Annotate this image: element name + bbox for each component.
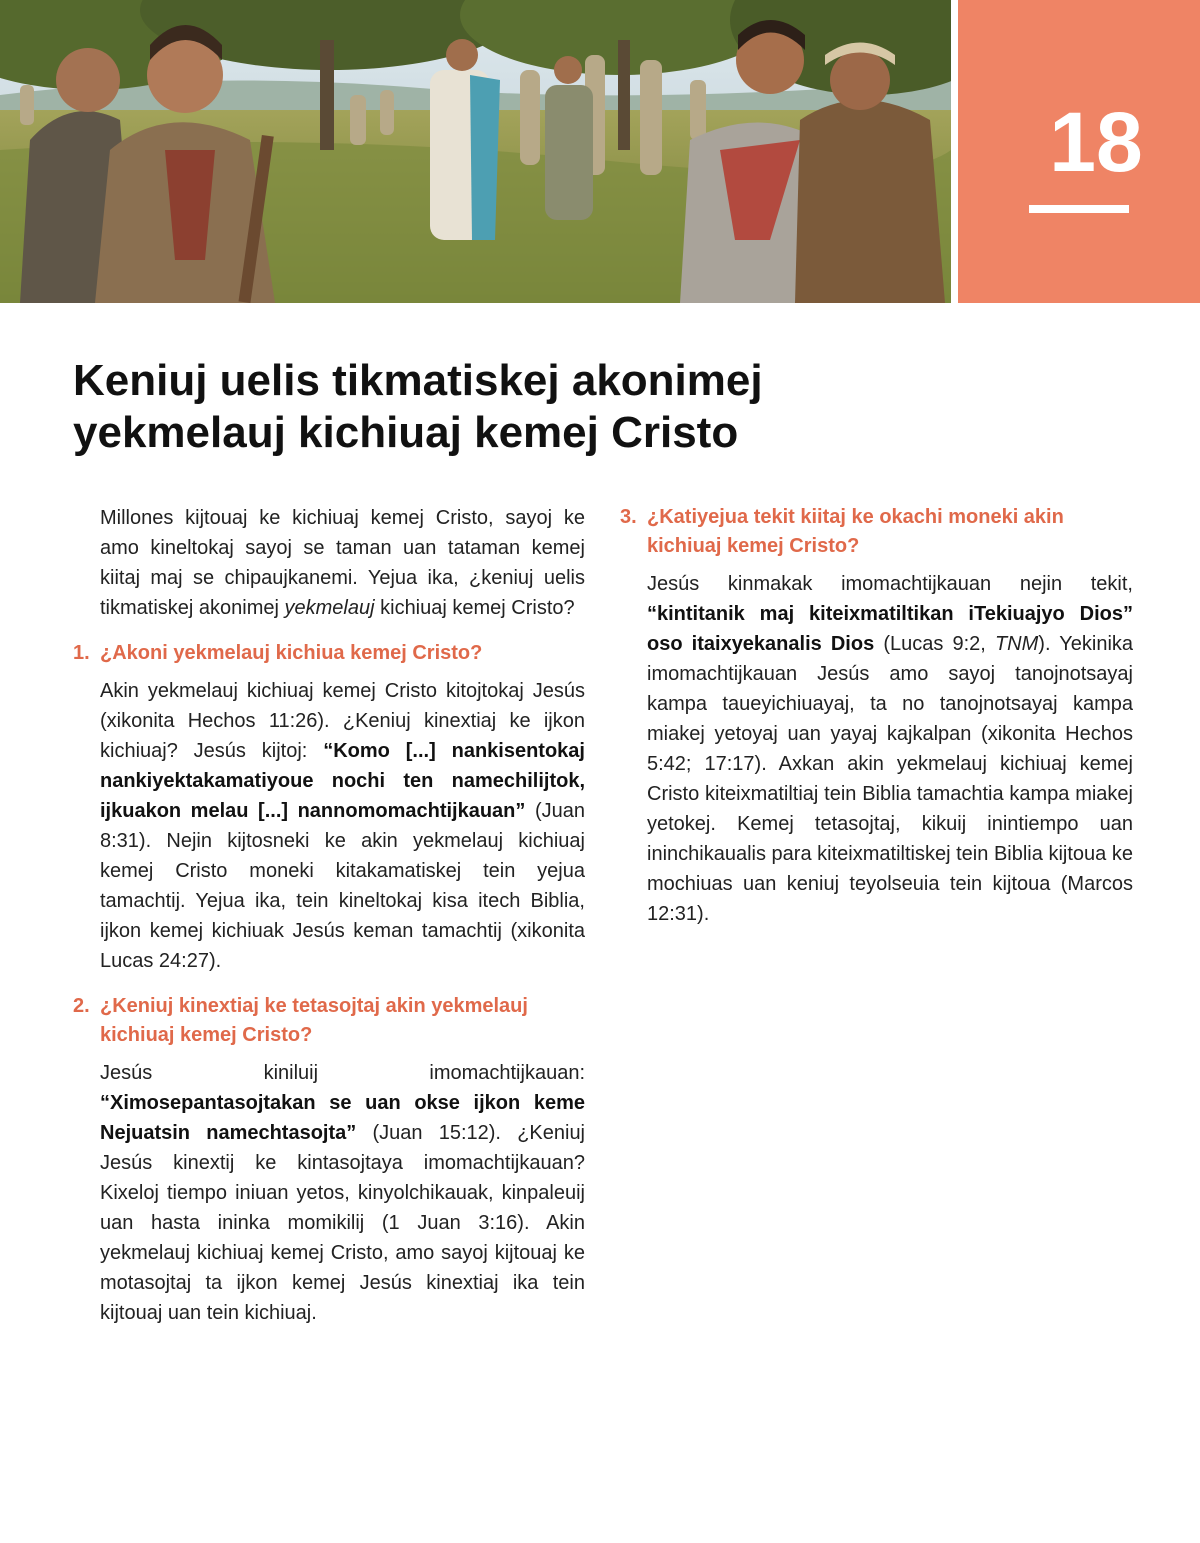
hero-illustration (0, 0, 951, 303)
section-2-question: ¿Keniuj kinextiaj ke tetasojtaj akin yekmelauj kichiuaj kemej Cristo? (100, 995, 528, 1046)
page-title-line-1: Keniuj uelis tikmatiskej akonimej (73, 356, 763, 405)
section-2-paragraph (100, 1058, 585, 1328)
scene-illustration-icon (0, 0, 951, 303)
lesson-number-underline (1029, 205, 1129, 213)
intro-italic-word: yekmelauj (284, 597, 375, 619)
section-2-text: Jesús kiniluij imomachtijkauan: (100, 1062, 585, 1084)
section-3-text-ref: (Lucas 9:2, (874, 633, 995, 655)
right-column (620, 503, 1133, 945)
section-2-number: 2. (73, 995, 90, 1017)
section-3-paragraph (647, 569, 1133, 929)
section-3-text: Jesús kinmakak imomachtijkauan nejin tekit, (647, 573, 1133, 595)
intro-paragraph (100, 503, 585, 623)
section-3-number: 3. (620, 506, 637, 528)
lesson-number: 18 (1049, 95, 1143, 189)
section-1-text-end: (Juan 8:31). Nejin kijtosneki ke akin yekmelauj kichiuaj kemej Cristo moneki kitakamatiskej tein yejua tamachtij. Yejua ika, tein kineltokaj kisa itech Biblia, ijkon kemej kichiuak Jesús keman tamachtij (xikonita Lucas 24:27). (100, 800, 585, 972)
section-2-heading (73, 992, 585, 1050)
section-1-number: 1. (73, 642, 90, 664)
page-title (73, 355, 973, 459)
section-2-text-end: (Juan 15:12). ¿Keniuj Jesús kinextij ke kintasojtaya imomachtijkauan? Kixeloj tiempo iniuan yetos, kinyolchikauak, kinpaleuij uan hasta ininka momikilij (1 Juan 3:16). Akin yekmelauj kichiuaj kemej Cristo, amo sayoj kijtouaj ke motasojtaj ta ijkon kemej Jesús kinextiaj ika tein kijtouaj uan tein kichiuaj. (100, 1122, 586, 1324)
section-1-quote: “Komo [...] nankisentokaj nankiyektakamatiyoue nochi ten namechilijtok, ijkuakon melau [...] nannomomachtijkauan” (100, 740, 585, 822)
section-1-text: Akin yekmelauj kichiuaj kemej Cristo kitojtokaj Jesús (xikonita Hechos 11:26). ¿Keniuj kinextiaj ke ijkon kichiuaj? Jesús kijtoj: (100, 680, 585, 762)
section-3-text-end: ). Yekinika imomachtijkauan Jesús amo sayoj tanojnotsayaj kampa taueyichiuayaj, ta no tanojnotsayaj kampa miakej yetoyaj uan yayaj kajkalpan (xikonita Hechos 5:42; 17:17). Axkan akin yekmelauj kichiuaj kemej Cristo kiteixmatiltiaj tein Biblia tamachtia kampa miakej yetokej. Kemej tetasojtaj, kikuij inintiempo uan ininchikaualis para kiteixmatiltiskej tein Biblia kijtoua ke mochiuas uan keniuj teyolseuia tein kijtoua (Marcos 12:31). (647, 633, 1134, 925)
lesson-number-box (958, 0, 1200, 303)
intro-text: Millones kijtouaj ke kichiuaj kemej Cristo, sayoj ke amo kineltokaj sayoj se taman uan tataman kemej kiitaj maj se chipaujkanemi. Yejua ika, ¿keniuj uelis tikmatiskej akonimej (100, 507, 585, 619)
section-3-quote: “kintitanik maj kiteixmatiltikan iTekiuajyo Dios” oso itaixyekanalis Dios (647, 603, 1133, 655)
section-3-italic-ref: TNM (994, 633, 1039, 655)
intro-text-end: kichiuaj kemej Cristo? (374, 597, 575, 619)
page-title-line-2: yekmelauj kichiuaj kemej Cristo (73, 408, 739, 457)
section-2-quote: “Ximosepantasojtakan se uan okse ijkon keme Nejuatsin namechtasojta” (100, 1092, 585, 1144)
section-3-question: ¿Katiyejua tekit kiitaj ke okachi moneki akin kichiuaj kemej Cristo? (647, 506, 1064, 557)
section-1-question: ¿Akoni yekmelauj kichiua kemej Cristo? (100, 642, 483, 664)
section-3-heading (620, 503, 1133, 561)
left-column (73, 503, 585, 1344)
section-1-heading (73, 639, 585, 668)
section-1-paragraph (100, 676, 585, 976)
